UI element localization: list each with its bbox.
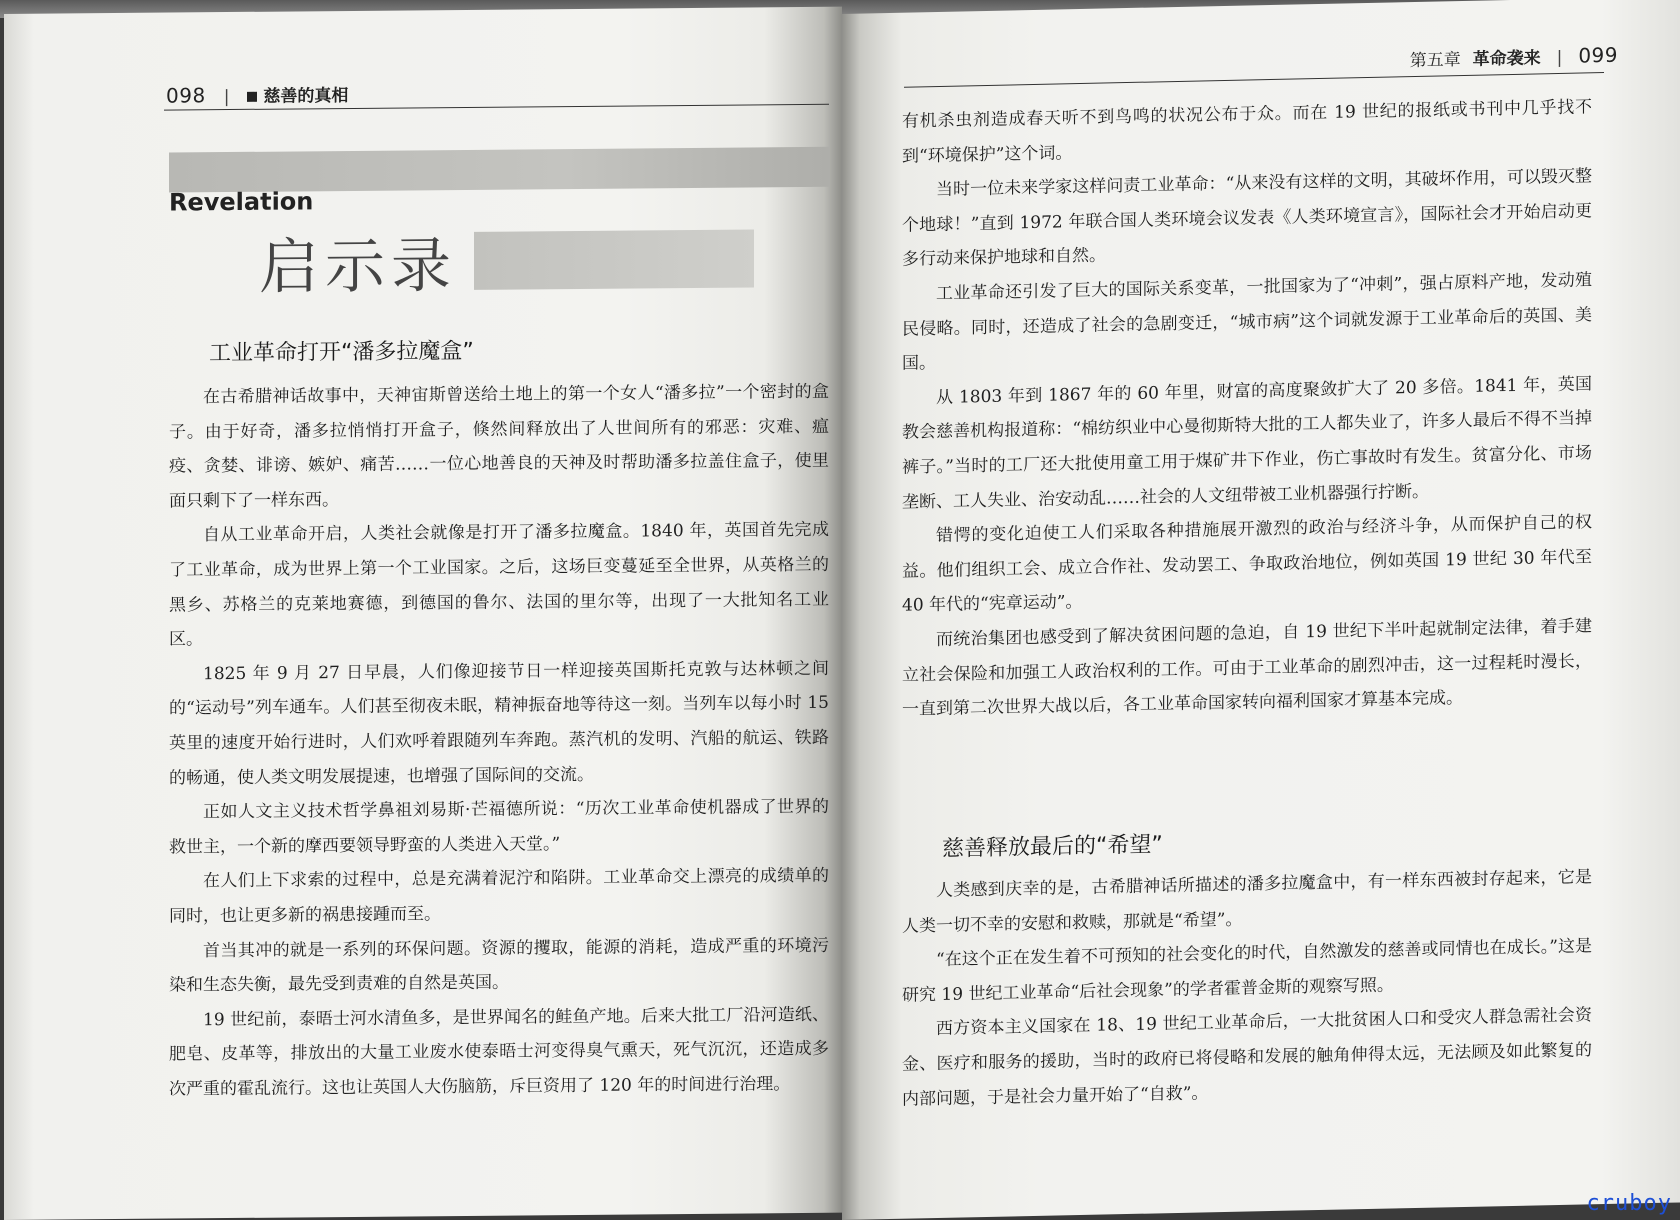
left-page-number: 098 (166, 83, 206, 108)
right-page-number: 099 (1578, 42, 1618, 68)
book-title-text: 慈善的真相 (263, 85, 349, 107)
right-body-text (902, 90, 1592, 727)
book-title (247, 81, 348, 107)
paragraph: 错愕的变化迫使工人们采取各种措施展开激烈的政治与经济斗争，从而保护自己的权益。他们组织工会、成立合作社、发动罢工、争取政治地位，例如英国 19 世纪 30 年代至 40 年代的“宪章运动”。 (902, 512, 1592, 617)
right-section-body (902, 860, 1592, 1117)
revelation-title-band (474, 229, 754, 289)
left-body-text (169, 375, 829, 1107)
watermark: cruboy (1586, 1191, 1672, 1216)
right-page (842, 0, 1680, 1220)
right-running-head (1410, 42, 1618, 71)
paragraph: 工业革命还引发了巨大的国际关系变革，一批国家为了“冲刺”，强占原料产地，发动殖民侵略。同时，还造成了社会的急剧变迁，“城市病”这个词就发源于工业革命后的英国、美国。 (902, 270, 1592, 374)
revelation-label: Revelation (169, 187, 314, 217)
paragraph: 正如人文主义技术哲学鼻祖刘易斯·芒福德所说：“历次工业革命使机器成了世界的救世主，一个新的摩西要领导野蛮的人类进入天堂。” (169, 796, 829, 858)
paragraph: “在这个正在发生着不可预知的社会变化的时代，自然激发的慈善或同情也在成长。”这是研究 19 世纪工业革命“后社会现象”的学者霍普金斯的观察写照。 (902, 936, 1592, 1006)
revelation-title: 启示录 (259, 231, 457, 303)
paragraph: 在人们上下求索的过程中，总是充满着泥泞和陷阱。工业革命交上漂亮的成绩单的同时，也让更多新的祸患接踵而至。 (169, 866, 829, 927)
paragraph: 而统治集团也感受到了解决贫困问题的急迫，自 19 世纪下半叶起就制定法律，着手建立社会保险和加强工人政治权利的工作。可由于工业革命的剧烈冲击，这一过程耗时漫长，一直到第二次世界大战以后，各工业革命国家转向福利国家才算基本完成。 (902, 616, 1592, 720)
paragraph: 在古希腊神话故事中，天神宙斯曾送给土地上的第一个女人“潘多拉”一个密封的盒子。由于好奇，潘多拉悄悄打开盒子，倏然间释放出了人世间所有的邪恶：灾难、瘟疫、贪婪、诽谤、嫉妒、痛苦……一位心地善良的天神及时帮助潘多拉盖住盒子，使里面只剩下了一样东西。 (169, 381, 829, 512)
chapter-title: 革命袭来 (1472, 48, 1541, 70)
head-separator: | (223, 87, 230, 108)
left-running-head (166, 81, 348, 108)
paragraph: 自从工业革命开启，人类社会就像是打开了潘多拉魔盒。1840 年，英国首先完成了工业革命，成为世界上第一个工业国家。之后，这场巨变蔓延至全世界，从英格兰的黑乡、苏格兰的克莱地赛德，到德国的鲁尔、法国的里尔等，出现了一大批知名工业区。 (169, 520, 829, 650)
paragraph: 有机杀虫剂造成春天听不到鸟鸣的状况公布于众。而在 19 世纪的报纸或书刊中几乎找不到“环境保护”这个词。 (902, 97, 1592, 167)
paragraph: 19 世纪前，泰晤士河水清鱼多，是世界闻名的鲑鱼产地。后来大批工厂沿河造纸、肥皂、皮革等，排放出的大量工业废水使泰晤士河变得臭气熏天，死气沉沉，还造成多次严重的霍乱流行。这也让英国人大伤脑筋，斥巨资用了 120 年的时间进行治理。 (169, 1004, 829, 1100)
paragraph: 首当其冲的就是一系列的环保问题。资源的攫取，能源的消耗，造成严重的环境污染和生态失衡，最先受到责难的自然是英国。 (169, 935, 829, 996)
left-section-heading: 工业革命打开“潘多拉魔盒” (209, 338, 474, 367)
right-header-rule (904, 72, 1604, 88)
chapter-label (1410, 43, 1541, 71)
square-icon (247, 92, 257, 102)
left-page (4, 7, 842, 1220)
paragraph: 1825 年 9 月 27 日早晨，人们像迎接节日一样迎接英国斯托克敦与达林顿之间的“运动号”列车通车。人们甚至彻夜未眠，精神振奋地等待这一刻。当列车以每小时 15 英里的速度开始行进时，人们欢呼着跟随列车奔跑。蒸汽机的发明、汽船的航运、铁路的畅通，使人类文明发展提速，也增强了国际间的交流。 (169, 658, 829, 789)
paragraph: 从 1803 年到 1867 年的 60 年里，财富的高度聚敛扩大了 20 多倍。1841 年，英国教会慈善机构报道称：“棉纺织业中心曼彻斯特大批的工人都失业了，许多人最后不得不当掉裤子。”当时的工厂还大批使用童工用于煤矿井下作业，伤亡事故时有发生。贫富分化、市场垄断、工人失业、治安动乱……社会的人文纽带被工业机器强行拧断。 (902, 374, 1592, 513)
right-section-heading: 慈善释放最后的“希望” (942, 832, 1163, 862)
head-separator: | (1556, 47, 1563, 69)
paragraph: 西方资本主义国家在 18、19 世纪工业革命后，一大批贫困人口和受灾人群急需社会资金、医疗和服务的援助，当时的政府已将侵略和发展的触角伸得太远，无法顾及如此繁复的内部问题，于是社会力量开始了“自救”。 (902, 1005, 1592, 1110)
paragraph: 人类感到庆幸的是，古希腊神话所描述的潘多拉魔盒中，有一样东西被封存起来，它是人类一切不幸的安慰和救赎，那就是“希望”。 (902, 867, 1592, 937)
revelation-band (169, 147, 829, 193)
chapter-number: 第五章 (1409, 50, 1461, 72)
paragraph: 当时一位未来学家这样问责工业革命：“从来没有这样的文明，其破坏作用，可以毁灭整个地球！”直到 1972 年联合国人类环境会议发表《人类环境宣言》，国际社会才开始启动更多行动来保护地球和自然。 (902, 166, 1592, 271)
